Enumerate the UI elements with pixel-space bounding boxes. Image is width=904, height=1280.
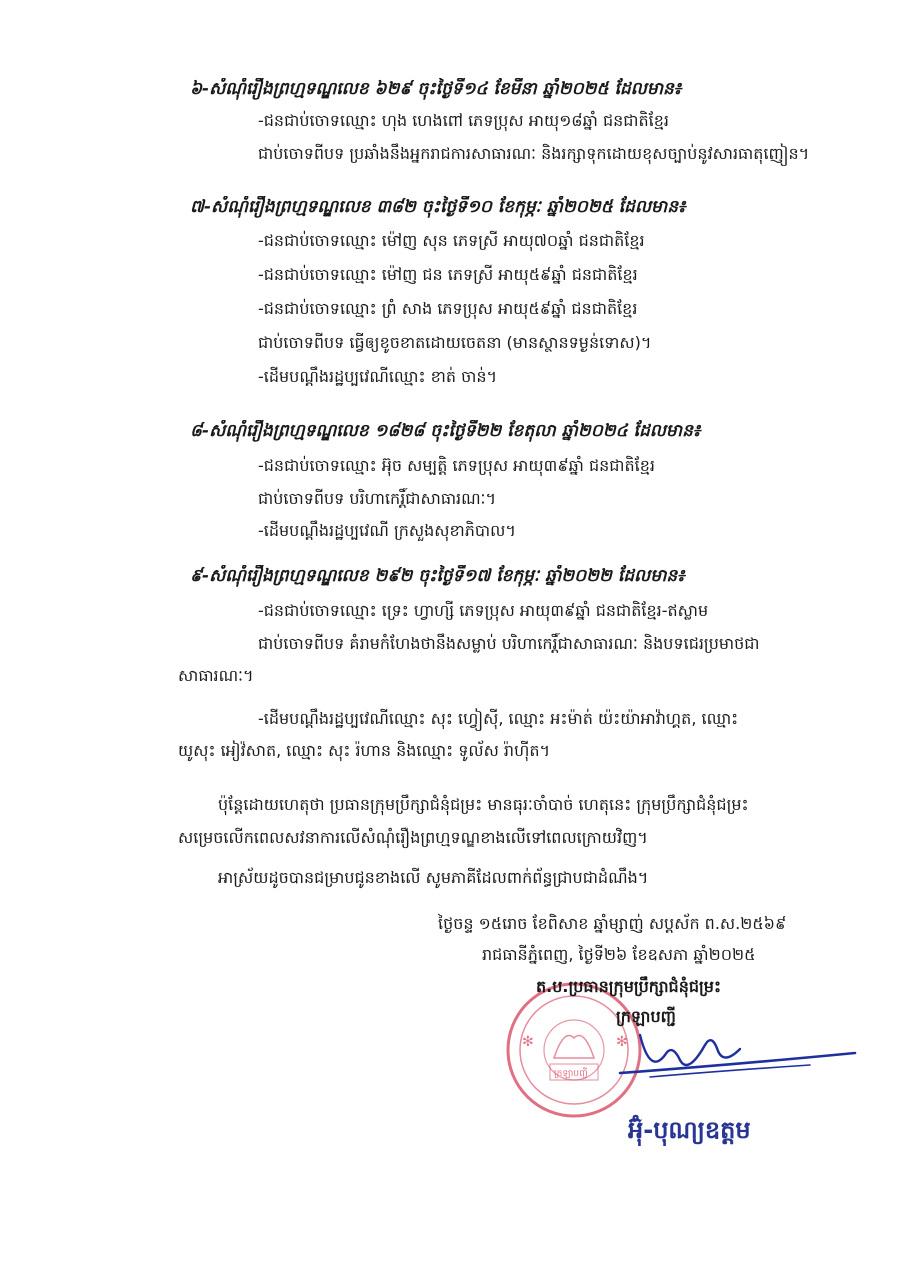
closing-paragraph-line-1: ប៉ុន្តែដោយហេតុថា ប្រធានក្រុមប្រឹក្សាជំនុំជម្រះ មានធុរៈចាំបាច់ ហេតុនេះ ក្រុមប្រឹក្សាជំនុំជម្រះ <box>218 795 749 814</box>
case-8-charge: ជាប់ចោទពីបទ បរិហាកេរ្តិ៍ជាសាធារណៈ។ <box>258 489 497 508</box>
signature-title: ត.ប.ប្រធានក្រុមប្រឹក្សាជំនុំជម្រះ <box>536 977 721 996</box>
solar-date: រាជធានីភ្នំពេញ, ថ្ងៃទី២៦ ខែឧសភា ឆ្នាំ២០២៥ <box>482 945 756 964</box>
case-7-plaintiff: -ដើមបណ្ដឹងរដ្ឋប្បវេណីឈ្មោះ ខាត់ ចាន់។ <box>258 367 498 386</box>
svg-text:✻: ✻ <box>522 1034 534 1050</box>
case-6-accused: -ជនជាប់ចោទឈ្មោះ ហុង ហេងពៅ ភេទប្រុស អាយុ១៨ឆ្នាំ ជនជាតិខ្មែរ <box>258 111 669 130</box>
case-6-charge: ជាប់ចោទពីបទ ប្រឆាំងនឹងអ្នករាជការសាធារណៈ និងរក្សាទុកដោយខុសច្បាប់នូវសារធាតុញៀន។ <box>258 144 810 163</box>
case-9-plaintiffs-cont: យូសុះ អៀវ៉សាត, ឈ្មោះ សុះ រ៉ហាន និងឈ្មោះ ទូល័ស រ៉ាហ៊ីត។ <box>178 741 551 760</box>
case-9-accused: -ជនជាប់ចោទឈ្មោះ ទ្រេះ ហ្វាហ្សី ភេទប្រុស អាយុ៣៩ឆ្នាំ ជនជាតិខ្មែរ-ឥស្លាម <box>258 601 709 620</box>
case-7-charge: ជាប់ចោទពីបទ ធ្វើឲ្យខូចខាតដោយចេតនា (មានស្ថានទម្ងន់ទោស)។ <box>258 333 652 352</box>
case-6-heading: ៦-សំណុំរឿងព្រហ្មទណ្ឌលេខ ៦២៩ ចុះថ្ងៃទី១៤ ខែមីនា ឆ្នាំ២០២៥ ដែលមាន៖ <box>190 79 682 99</box>
case-9-charge-cont: សាធារណៈ។ <box>178 666 254 685</box>
case-9-plaintiffs: -ដើមបណ្ដឹងរដ្ឋប្បវេណីឈ្មោះ សុះ ហ្វៀស៊ី, ឈ្មោះ អះម៉ាត់ យ៉ះយ៉ាអាវ៉ាហ្គត, ឈ្មោះ <box>258 709 739 728</box>
svg-text:✻: ✻ <box>616 1034 628 1050</box>
closing-paragraph-line-2: សម្រេចលើកពេលសវនាការលើសំណុំរឿងព្រហ្មទណ្ឌខាងលើទៅពេលក្រោយវិញ។ <box>178 828 648 847</box>
svg-text:ក្រឡាបញ្ជី: ក្រឡាបញ្ជី <box>554 1069 588 1079</box>
case-7-accused-3: -ជនជាប់ចោទឈ្មោះ ព្រំ សាង ភេទប្រុស អាយុ៥៩ឆ្នាំ ជនជាតិខ្មែរ <box>258 299 638 318</box>
case-7-accused-2: -ជនជាប់ចោទឈ្មោះ ម៉ៅញ ជន ភេទស្រី អាយុ៥៩ឆ្នាំ ជនជាតិខ្មែរ <box>258 265 638 284</box>
case-7-accused-1: -ជនជាប់ចោទឈ្មោះ ម៉ៅញ សុន ភេទស្រី អាយុ៧០ឆ្នាំ ជនជាតិខ្មែរ <box>258 231 645 250</box>
handwritten-signature-icon <box>610 1015 860 1085</box>
case-9-heading: ៩-សំណុំរឿងព្រហ្មទណ្ឌលេខ ២៩២ ចុះថ្ងៃទី១៧ ខែកុម្ភៈ ឆ្នាំ២០២២ ដែលមាន៖ <box>190 566 685 586</box>
lunar-date: ថ្ងៃចន្ទ ១៥រោច ខែពិសាខ ឆ្នាំម្សាញ់ សប្តស័ក ព.ស.២៥៦៩ <box>438 914 787 933</box>
case-8-accused: -ជនជាប់ចោទឈ្មោះ អ៊ុច សម្បត្តិ ភេទប្រុស អាយុ៣៩ឆ្នាំ ជនជាតិខ្មែរ <box>258 456 655 475</box>
case-8-heading: ៨-សំណុំរឿងព្រហ្មទណ្ឌលេខ ១៨២៨ ចុះថ្ងៃទី២២ ខែតុលា ឆ្នាំ២០២៤ ដែលមាន៖ <box>190 421 701 441</box>
case-8-plaintiff: -ដើមបណ្ដឹងរដ្ឋប្បវេណី ក្រសួងសុខាភិបាល។ <box>258 521 516 540</box>
signer-name: អ៊ុំ-បុណ្យឧត្តម <box>628 1116 751 1144</box>
signature-subtitle: ក្រឡាបញ្ជី <box>616 1007 676 1026</box>
case-9-charge: ជាប់ចោទពីបទ គំរាមកំហែងថានឹងសម្លាប់ បរិហាកេរ្តិ៍ជាសាធារណៈ និងបទជេរប្រមាថជា <box>258 634 760 653</box>
closing-notice: អាស្រ័យដូចបានជម្រាបជូនខាងលើ សូមភាគីដែលពាក់ព័ន្ធជ្រាបជាដំណឹង។ <box>218 868 649 887</box>
case-7-heading: ៧-សំណុំរឿងព្រហ្មទណ្ឌលេខ ៣៨២ ចុះថ្ងៃទី១០ ខែកុម្ភៈ ឆ្នាំ២០២៥ ដែលមាន៖ <box>190 197 686 217</box>
